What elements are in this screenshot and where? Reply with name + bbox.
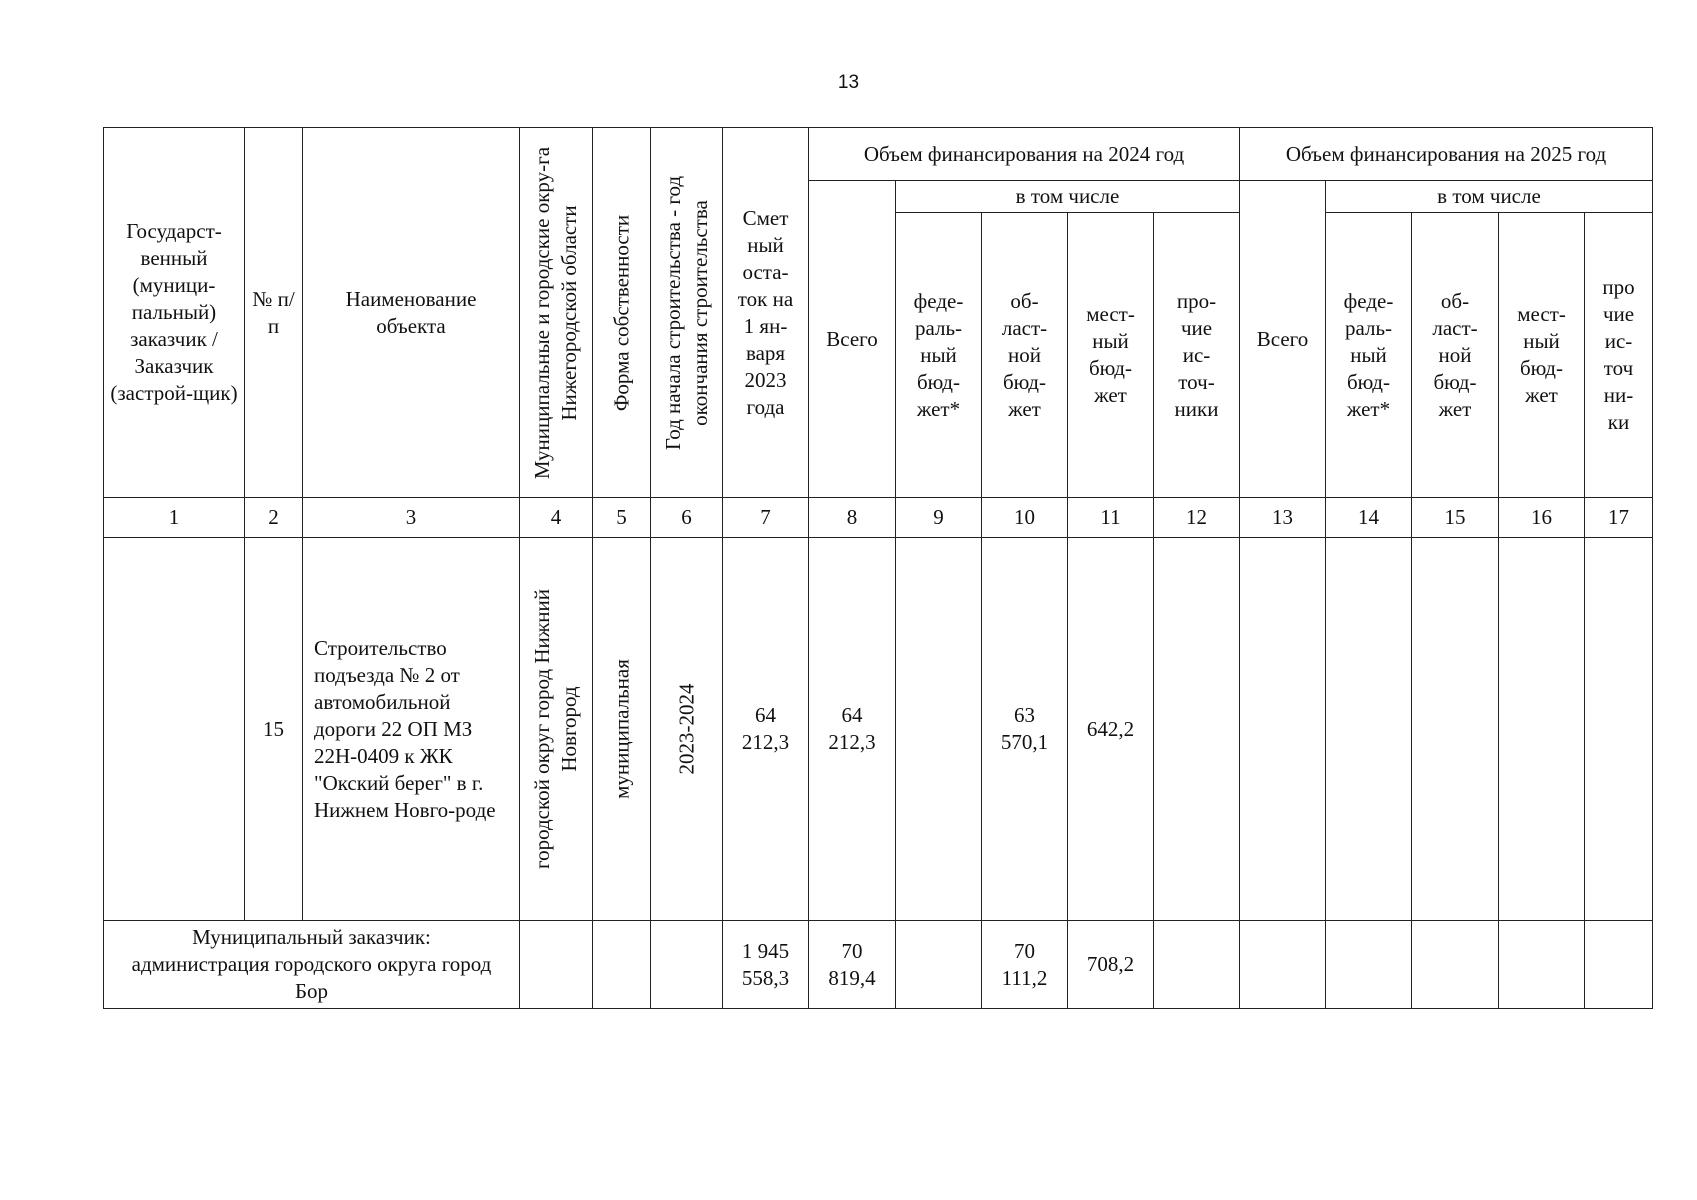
header-including-2024: в том числе [896,181,1240,213]
column-number: 9 [896,498,982,538]
row-total-2024: 64 212,3 [809,538,896,921]
row-other-2024 [1154,538,1240,921]
header-federal-2024: феде-раль-ный бюд-жет* [896,213,982,498]
row-federal-2024 [896,538,982,921]
header-total-2025: Всего [1240,181,1326,498]
row-years: 2023-2024 [651,538,723,921]
summary-row [104,921,1653,1009]
summary-empty [1585,921,1653,1009]
header-object-name: Наименование объекта [303,128,520,498]
column-number: 11 [1068,498,1154,538]
header-funding-2025: Объем финансирования на 2025 год [1240,128,1653,181]
row-total-2025 [1240,538,1326,921]
row-object-name: Строительство подъезда № 2 от автомобильной дороги 22 ОП МЗ 22Н-0409 к ЖК "Окский берег" в г. Нижнем Новго-роде [303,538,520,921]
row-local-2024: 642,2 [1068,538,1154,921]
column-number: 4 [520,498,593,538]
column-number: 1 [104,498,245,538]
header-years: Год начала строительства - год окончания строительства [651,128,723,498]
summary-total-2024: 70 819,4 [809,921,896,1009]
row-regional-2024: 63 570,1 [982,538,1068,921]
header-municipality: Муниципальные и городские окру-га Нижегородской области [520,128,593,498]
column-number: 10 [982,498,1068,538]
header-funding-2024: Объем финансирования на 2024 год [809,128,1240,181]
column-number: 5 [593,498,651,538]
summary-label: Муниципальный заказчик: администрация городского округа город Бор [104,921,520,1009]
summary-empty [1499,921,1585,1009]
header-including-2025: в том числе [1326,181,1653,213]
header-federal-2025: феде-раль-ный бюд-жет* [1326,213,1412,498]
column-number: 7 [723,498,809,538]
header-remaining: Смет ный оста-ток на 1 ян-варя 2023 года [723,128,809,498]
column-number: 17 [1585,498,1653,538]
header-total-2024: Всего [809,181,896,498]
row-other-2025 [1585,538,1653,921]
column-number: 14 [1326,498,1412,538]
header-local-2025: мест-ный бюд-жет [1499,213,1585,498]
column-number: 8 [809,498,896,538]
summary-empty [1154,921,1240,1009]
column-number: 12 [1154,498,1240,538]
row-customer [104,538,245,921]
header-regional-2025: об-ласт-ной бюд-жет [1412,213,1499,498]
summary-empty [1412,921,1499,1009]
header-other-2025: про чие ис-точ ни-ки [1585,213,1653,498]
column-number: 6 [651,498,723,538]
row-remaining: 64 212,3 [723,538,809,921]
header-other-2024: про-чие ис-точ-ники [1154,213,1240,498]
row-ownership: муниципальная [593,538,651,921]
summary-empty [520,921,593,1009]
summary-remaining: 1 945 558,3 [723,921,809,1009]
header-regional-2024: об-ласт-ной бюд-жет [982,213,1068,498]
row-municipality: городской округ город Нижний Новгород [520,538,593,921]
column-number-row [104,498,1653,538]
row-number: 15 [245,538,303,921]
row-regional-2025 [1412,538,1499,921]
column-number: 16 [1499,498,1585,538]
financing-table [103,127,1653,1009]
column-number: 3 [303,498,520,538]
summary-empty [1326,921,1412,1009]
page-number: 13 [837,72,860,93]
header-row-1 [104,128,1653,181]
column-number: 15 [1412,498,1499,538]
column-number: 2 [245,498,303,538]
column-number: 13 [1240,498,1326,538]
header-local-2024: мест-ный бюд-жет [1068,213,1154,498]
summary-empty [651,921,723,1009]
header-customer: Государст-венный (муници-пальный) заказчик / Заказчик (застрой-щик) [104,128,245,498]
table-row [104,538,1653,921]
header-ownership: Форма собственности [593,128,651,498]
summary-regional-2024: 70 111,2 [982,921,1068,1009]
summary-empty [896,921,982,1009]
summary-local-2024: 708,2 [1068,921,1154,1009]
summary-empty [593,921,651,1009]
header-number: № п/п [245,128,303,498]
row-local-2025 [1499,538,1585,921]
row-federal-2025 [1326,538,1412,921]
summary-empty [1240,921,1326,1009]
